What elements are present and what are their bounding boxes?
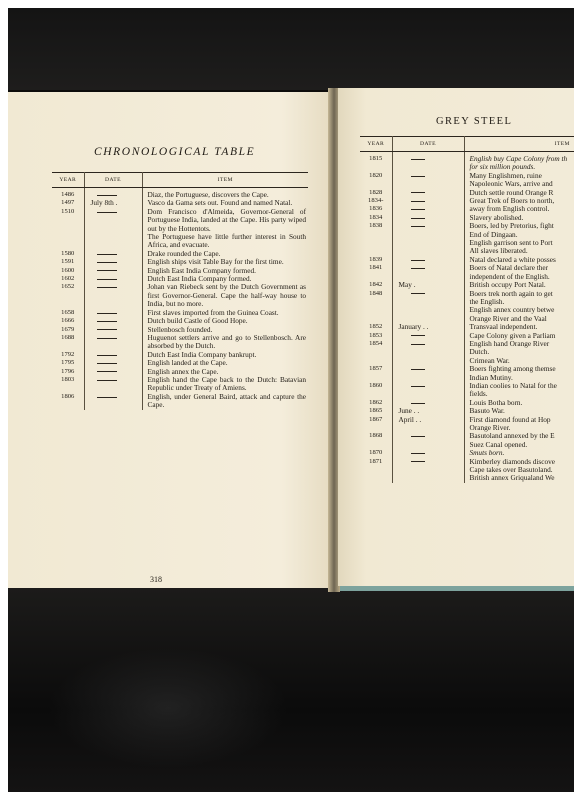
date-cell xyxy=(392,424,464,432)
date-cell xyxy=(392,290,464,298)
background-shadow-top xyxy=(8,8,574,90)
table-row xyxy=(360,340,574,348)
dash-rule xyxy=(411,436,425,437)
table-row xyxy=(360,256,574,264)
dash-rule xyxy=(97,262,117,263)
page-title: CHRONOLOGICAL TABLE xyxy=(94,146,256,158)
dash-rule xyxy=(97,380,117,381)
year-cell xyxy=(360,424,392,432)
dash-rule xyxy=(411,335,425,336)
date-cell xyxy=(84,283,142,308)
column-header-date: DATE xyxy=(84,173,142,188)
year-cell xyxy=(52,233,84,250)
table-row xyxy=(360,466,574,474)
dash-rule xyxy=(97,279,117,280)
table-row xyxy=(360,315,574,323)
table-row xyxy=(360,180,574,188)
year-cell xyxy=(360,298,392,306)
table-row xyxy=(360,264,574,272)
date-cell xyxy=(84,258,142,266)
table-row xyxy=(360,281,574,289)
dash-rule xyxy=(97,195,117,196)
date-cell xyxy=(392,222,464,230)
date-cell xyxy=(84,351,142,359)
dash-rule xyxy=(97,270,117,271)
date-cell xyxy=(392,449,464,457)
table-row xyxy=(360,474,574,482)
item-cell: Natal declared a white posses xyxy=(469,255,556,264)
date-cell xyxy=(84,368,142,376)
dash-rule xyxy=(97,212,117,213)
date-cell: July 8th . xyxy=(84,199,142,207)
table-row xyxy=(52,233,308,250)
date-cell xyxy=(84,267,142,275)
dash-rule xyxy=(97,355,117,356)
table-row xyxy=(360,290,574,298)
year-cell: 1820 xyxy=(360,172,392,180)
item-cell: English East India Company formed. xyxy=(147,265,256,275)
dash-rule xyxy=(97,338,117,339)
table-row xyxy=(360,323,574,331)
year-cell: 1806 xyxy=(52,393,84,410)
dash-rule xyxy=(411,461,425,462)
item-cell: Stellenbosch founded. xyxy=(147,324,213,334)
year-cell xyxy=(360,374,392,382)
date-cell xyxy=(392,306,464,314)
item-cell: for six million pounds. xyxy=(469,163,536,172)
item-cell: Boers of Natal declare ther xyxy=(469,264,549,273)
left-page xyxy=(8,92,330,588)
dash-rule xyxy=(411,453,425,454)
date-cell xyxy=(392,458,464,466)
date-cell xyxy=(392,172,464,180)
date-cell xyxy=(392,214,464,222)
item-cell: Indian coolies to Natal for the xyxy=(469,381,557,390)
item-cell: Slavery abolished. xyxy=(469,213,524,222)
right-page xyxy=(338,88,574,586)
table-row xyxy=(360,348,574,356)
date-cell xyxy=(392,441,464,449)
item-cell: Boers, led by Pretorius, fight xyxy=(469,222,554,231)
book-photograph xyxy=(8,8,574,792)
table-row xyxy=(360,231,574,239)
item-cell: Boers fighting among themse xyxy=(469,365,556,374)
year-cell: 1865 xyxy=(360,407,392,415)
date-cell xyxy=(392,163,464,171)
item-cell: Smuts born. xyxy=(469,449,505,458)
year-cell: 1602 xyxy=(52,275,84,283)
column-header-year: YEAR xyxy=(360,137,392,152)
date-cell xyxy=(392,239,464,247)
table-row xyxy=(52,208,308,233)
table-row xyxy=(360,365,574,373)
table-body xyxy=(52,188,308,410)
chronology-table-left xyxy=(52,172,308,410)
item-cell: The Portuguese have little further interest in South Africa, and evacuate. xyxy=(147,232,306,250)
item-cell: Huguenot settlers arrive and go to Stellenbosch. Are absorbed by the Dutch. xyxy=(147,332,306,351)
item-cell: All slaves liberated. xyxy=(469,247,528,256)
dash-rule xyxy=(411,201,425,202)
item-cell: First diamond found at Hop xyxy=(469,415,551,424)
column-header-item: ITEM xyxy=(464,137,574,152)
item-cell: Crimean War. xyxy=(469,356,510,365)
item-cell: Dutch. xyxy=(469,348,490,357)
date-cell xyxy=(84,376,142,393)
year-cell: 1871 xyxy=(360,458,392,466)
dash-rule xyxy=(97,371,117,372)
table-row xyxy=(360,374,574,382)
date-cell xyxy=(392,197,464,205)
table-row xyxy=(360,205,574,213)
dash-rule xyxy=(97,397,117,398)
date-cell xyxy=(392,332,464,340)
item-cell: Boers trek north again to get xyxy=(469,289,553,298)
item-cell: independent of the English. xyxy=(469,272,550,281)
item-cell: Indian Mutiny. xyxy=(469,373,513,382)
year-cell: 1796 xyxy=(52,368,84,376)
table-row xyxy=(52,393,308,410)
table-row xyxy=(360,441,574,449)
date-cell: April . . xyxy=(392,416,464,424)
item-cell: the English. xyxy=(469,297,505,306)
item-cell: Suez Canal opened. xyxy=(469,440,528,449)
year-cell: 1857 xyxy=(360,365,392,373)
column-header-year: YEAR xyxy=(52,173,84,188)
item-cell: Kimberley diamonds discove xyxy=(469,457,556,466)
item-cell: English, under General Baird, attack and capture the Cape. xyxy=(147,391,306,410)
date-cell xyxy=(84,309,142,317)
item-cell: End of Dingaan. xyxy=(469,230,518,239)
year-cell: 1652 xyxy=(52,283,84,308)
table-row xyxy=(360,407,574,415)
table-row xyxy=(360,298,574,306)
date-cell: June . . xyxy=(392,407,464,415)
item-cell: First slaves imported from the Guinea Coast. xyxy=(147,307,279,317)
dash-rule xyxy=(97,321,117,322)
table-row xyxy=(360,197,574,205)
dash-rule xyxy=(411,218,425,219)
date-cell xyxy=(392,180,464,188)
item-cell: Johan van Riebeck sent by the Dutch Government as first Governor-General. Cape the half-way house to India, but no more. xyxy=(147,282,306,309)
year-cell xyxy=(360,466,392,474)
year-cell: 1486 xyxy=(52,188,84,200)
item-cell: Dutch build Castle of Good Hope. xyxy=(147,316,248,326)
item-cell: English hand Orange River xyxy=(469,339,550,348)
year-cell: 1860 xyxy=(360,382,392,390)
table-row xyxy=(360,390,574,398)
date-cell: May . xyxy=(392,281,464,289)
date-cell xyxy=(392,152,464,164)
table-row xyxy=(360,163,574,171)
column-header-item: ITEM xyxy=(142,173,308,188)
date-cell xyxy=(84,326,142,334)
dash-rule xyxy=(97,287,117,288)
year-cell: 1679 xyxy=(52,326,84,334)
date-cell xyxy=(392,264,464,272)
year-cell: 1836 xyxy=(360,205,392,213)
year-cell: 1815 xyxy=(360,152,392,164)
table-row xyxy=(360,189,574,197)
dash-rule xyxy=(411,403,425,404)
year-cell: 1841 xyxy=(360,264,392,272)
date-cell xyxy=(84,317,142,325)
date-cell xyxy=(392,298,464,306)
year-cell xyxy=(360,247,392,255)
table-row xyxy=(360,424,574,432)
item-cell: Basuto War. xyxy=(469,407,505,416)
item-cell: English garrison sent to Port xyxy=(469,239,553,248)
date-cell xyxy=(84,275,142,283)
year-cell: 1795 xyxy=(52,359,84,367)
item-cell: fields. xyxy=(469,390,488,399)
item-cell: Dutch settle round Orange R xyxy=(469,188,554,197)
item-cell: Drake rounded the Cape. xyxy=(147,248,221,258)
date-cell xyxy=(392,231,464,239)
date-cell xyxy=(392,189,464,197)
table-row xyxy=(360,214,574,222)
year-cell xyxy=(360,348,392,356)
year-cell xyxy=(360,163,392,171)
year-cell: 1867 xyxy=(360,416,392,424)
item-cell: Diaz, the Portuguese, discovers the Cape. xyxy=(147,190,269,199)
item-cell: British occupy Port Natal. xyxy=(469,281,546,290)
item-cell: Many Englishmen, ruine xyxy=(469,171,542,180)
date-cell xyxy=(392,365,464,373)
year-cell: 1834- xyxy=(360,197,392,205)
year-cell: 1868 xyxy=(360,432,392,440)
dash-rule xyxy=(97,254,117,255)
date-cell xyxy=(84,233,142,250)
year-cell xyxy=(360,315,392,323)
dash-rule xyxy=(97,363,117,364)
table-row xyxy=(52,334,308,351)
item-cell: Napoleonic Wars, arrive and xyxy=(469,180,553,189)
table-row xyxy=(360,172,574,180)
date-cell xyxy=(392,348,464,356)
running-head: GREY STEEL xyxy=(436,116,513,127)
dash-rule xyxy=(411,192,425,193)
table-body xyxy=(360,152,574,483)
year-cell: 1803 xyxy=(52,376,84,393)
dash-rule xyxy=(411,369,425,370)
year-cell: 1497 xyxy=(52,199,84,207)
year-cell: 1580 xyxy=(52,250,84,258)
date-cell xyxy=(392,247,464,255)
date-cell xyxy=(392,466,464,474)
year-cell: 1792 xyxy=(52,351,84,359)
item-cell: English buy Cape Colony from th xyxy=(469,154,568,163)
date-cell xyxy=(84,393,142,410)
year-cell: 1510 xyxy=(52,208,84,233)
item-cell: English annex the Cape. xyxy=(147,366,219,376)
year-cell: 1852 xyxy=(360,323,392,331)
item-cell: British annex Griqualand We xyxy=(469,474,555,483)
item-cell: Great Trek of Boers to north, xyxy=(469,197,555,206)
dash-rule xyxy=(411,260,425,261)
year-cell xyxy=(360,474,392,482)
table-row xyxy=(360,399,574,407)
date-cell xyxy=(392,390,464,398)
date-cell xyxy=(84,334,142,351)
date-cell xyxy=(392,374,464,382)
year-cell: 1591 xyxy=(52,258,84,266)
item-cell: Basutoland annexed by the E xyxy=(469,432,555,441)
table-row xyxy=(52,283,308,308)
item-cell: Dutch East India Company formed. xyxy=(147,274,252,284)
year-cell: 1828 xyxy=(360,189,392,197)
item-cell: English hand the Cape back to the Dutch: Batavian Republic under Treaty of Amiens. xyxy=(147,374,306,393)
year-cell xyxy=(360,441,392,449)
dash-rule xyxy=(97,313,117,314)
dash-rule xyxy=(411,226,425,227)
table-row xyxy=(360,247,574,255)
year-cell: 1838 xyxy=(360,222,392,230)
table-row xyxy=(360,273,574,281)
table-row xyxy=(360,239,574,247)
year-cell xyxy=(360,231,392,239)
date-cell xyxy=(84,359,142,367)
dash-rule xyxy=(411,386,425,387)
table-row xyxy=(360,432,574,440)
year-cell: 1870 xyxy=(360,449,392,457)
year-cell: 1842 xyxy=(360,281,392,289)
item-cell: Transvaal independent. xyxy=(469,323,538,332)
column-header-date: DATE xyxy=(392,137,464,152)
date-cell xyxy=(84,250,142,258)
dash-rule xyxy=(411,176,425,177)
date-cell xyxy=(392,256,464,264)
year-cell: 1862 xyxy=(360,399,392,407)
item-cell: Vasco da Gama sets out. Found and named Natal. xyxy=(147,198,293,208)
chronology-table-right xyxy=(360,136,574,483)
date-cell xyxy=(84,208,142,233)
item-cell: Louis Botha born. xyxy=(469,398,523,407)
year-cell xyxy=(360,273,392,281)
table-row xyxy=(360,357,574,365)
item-cell: Dutch East India Company bankrupt. xyxy=(147,349,257,359)
item-cell: English ships visit Table Bay for the first time. xyxy=(147,257,284,267)
dash-rule xyxy=(97,329,117,330)
year-cell xyxy=(360,357,392,365)
table-row xyxy=(360,458,574,466)
date-cell: January . . xyxy=(392,323,464,331)
dash-rule xyxy=(411,293,425,294)
date-cell xyxy=(392,357,464,365)
year-cell xyxy=(360,180,392,188)
item-cell: away from English control. xyxy=(469,205,550,214)
desk-surface xyxy=(48,648,288,768)
year-cell: 1834 xyxy=(360,214,392,222)
year-cell: 1600 xyxy=(52,267,84,275)
date-cell xyxy=(392,340,464,348)
year-cell: 1658 xyxy=(52,309,84,317)
year-cell: 1688 xyxy=(52,334,84,351)
table-row xyxy=(360,222,574,230)
item-cell: English annex country betwe xyxy=(469,306,555,315)
table-row xyxy=(52,376,308,393)
date-cell xyxy=(392,205,464,213)
page-number: 318 xyxy=(150,575,162,584)
table-row xyxy=(360,152,574,164)
year-cell: 1666 xyxy=(52,317,84,325)
year-cell xyxy=(360,306,392,314)
item-cell: Orange River and the Vaal xyxy=(469,314,547,323)
year-cell: 1854 xyxy=(360,340,392,348)
year-cell: 1848 xyxy=(360,290,392,298)
item-cell: English landed at the Cape. xyxy=(147,358,228,368)
dash-rule xyxy=(411,159,425,160)
year-cell: 1839 xyxy=(360,256,392,264)
date-cell xyxy=(392,474,464,482)
dash-rule xyxy=(411,344,425,345)
year-cell xyxy=(360,239,392,247)
table-row xyxy=(360,332,574,340)
dash-rule xyxy=(411,209,425,210)
date-cell xyxy=(392,382,464,390)
year-cell: 1853 xyxy=(360,332,392,340)
table-row xyxy=(360,306,574,314)
table-row xyxy=(360,416,574,424)
date-cell xyxy=(392,432,464,440)
dash-rule xyxy=(411,268,425,269)
table-row xyxy=(360,382,574,390)
item-cell: Cape Colony given a Parliam xyxy=(469,331,556,340)
item-cell: Cape takes over Basutoland. xyxy=(469,466,553,475)
table-row xyxy=(360,449,574,457)
year-cell xyxy=(360,390,392,398)
item-cell: Orange River. xyxy=(469,424,511,432)
item-cell: Dom Francisco d'Almeida, Governor-General of Portuguese India, landed at the Cape. His party wiped out by the Hottentots. xyxy=(147,206,306,233)
